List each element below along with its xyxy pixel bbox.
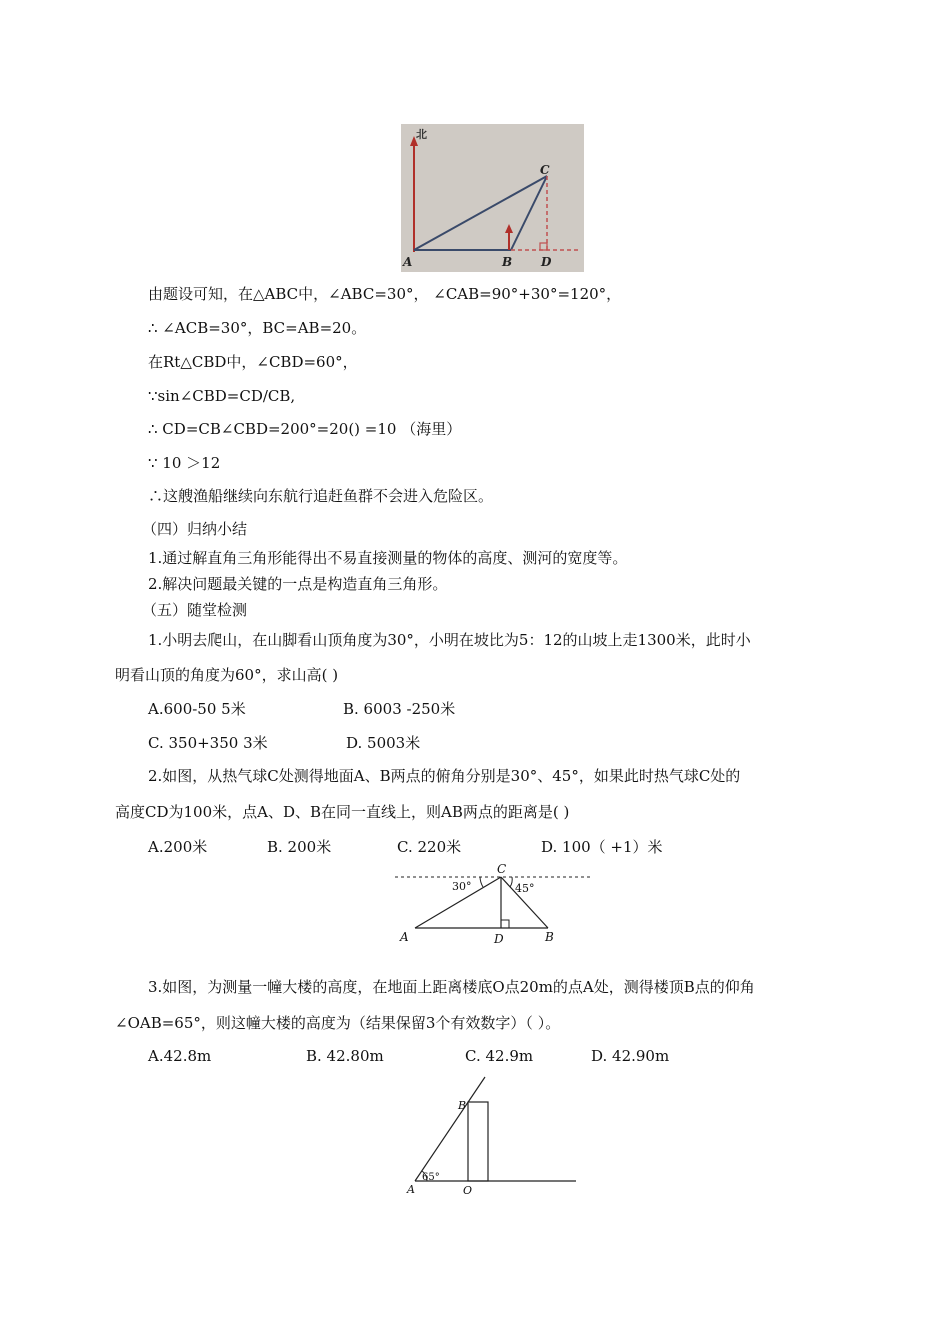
solution-line-7: ∴这艘渔船继续向东航行追赶鱼群不会进入危险区。	[148, 487, 494, 505]
point-b-label: B	[502, 255, 513, 269]
point-c-label: C	[497, 862, 507, 876]
test-heading: （五）随堂检测	[142, 601, 248, 619]
question-1-option-a: A.600-50 5米	[148, 700, 246, 718]
question-1-line-2: 明看山顶的角度为60°，求山高( )	[115, 666, 339, 684]
solution-line-3: 在Rt△CBD中，∠CBD=60°，	[148, 353, 358, 371]
question-3-option-b: B. 42.80m	[306, 1047, 384, 1065]
point-d-label: D	[541, 255, 552, 269]
point-a-label: A	[400, 930, 409, 944]
question-2-option-d: D. 100（ +1）米	[541, 838, 663, 856]
angle-45-label: 45°	[515, 882, 535, 895]
figure-1-ship-diagram	[401, 124, 584, 272]
question-1-line-1: 1.小明去爬山，在山脚看山顶角度为30°，小明在坡比为5：12的山坡上走1300米，此时小	[148, 631, 751, 649]
point-b-label: B	[458, 1099, 467, 1112]
question-2-option-c: C. 220米	[397, 838, 462, 856]
question-2-line-1: 2.如图，从热气球C处测得地面A、B两点的俯角分别是30°、45°，如果此时热气球C处的	[148, 767, 741, 785]
question-3-option-d: D. 42.90m	[591, 1047, 670, 1065]
angle-arc-45	[510, 877, 512, 887]
question-1-option-b: B. 6003 -250米	[343, 700, 456, 718]
point-a-label: A	[403, 255, 413, 269]
figure-3-building-diagram	[400, 1073, 580, 1198]
solution-line-2: ∴ ∠ACB=30°，BC=AB=20。	[148, 319, 367, 337]
question-2-line-2: 高度CD为100米，点A、D、B在同一直线上，则AB两点的距离是( )	[115, 803, 570, 821]
summary-point-1: 1.通过解直角三角形能得出不易直接测量的物体的高度、测河的宽度等。	[148, 549, 628, 567]
question-3-option-a: A.42.8m	[148, 1047, 212, 1065]
solution-line-4: ∵sin∠CBD=CD/CB,	[148, 387, 296, 405]
question-3-option-c: C. 42.9m	[465, 1047, 534, 1065]
solution-line-5: ∴ CD=CB∠CBD=200°=20() =10 （海里）	[148, 420, 462, 438]
angle-30-label: 30°	[452, 880, 472, 893]
right-angle-mark	[501, 920, 509, 928]
point-c-label: C	[540, 163, 550, 177]
point-a-label: A	[407, 1183, 415, 1196]
point-d-label: D	[494, 932, 504, 946]
point-o-label: O	[463, 1184, 473, 1197]
summary-point-2: 2.解决问题最关键的一点是构造直角三角形。	[148, 575, 448, 593]
question-3-line-1: 3.如图，为测量一幢大楼的高度，在地面上距离楼底O点20m的点A处，测得楼顶B点的仰角	[148, 978, 755, 996]
solution-line-1: 由题设可知，在△ABC中，∠ABC=30°， ∠CAB=90°+30°=120°，	[148, 285, 622, 303]
summary-heading: （四）归纳小结	[142, 520, 248, 538]
question-1-option-c: C. 350+350 3米	[148, 734, 268, 752]
question-2-option-b: B. 200米	[267, 838, 332, 856]
sight-line-ab	[415, 1077, 485, 1181]
question-3-line-2: ∠OAB=65°，则这幢大楼的高度为（结果保留3个有效数字）（ ）。	[115, 1014, 561, 1032]
question-2-option-a: A.200米	[148, 838, 208, 856]
angle-arc-30	[480, 877, 483, 887]
angle-65-label: 65°	[422, 1172, 440, 1183]
building-rect	[468, 1102, 488, 1181]
north-label: 北	[416, 128, 427, 141]
solution-line-6: ∵ 10 ＞12	[148, 454, 221, 472]
figure-2-balloon-diagram	[390, 860, 595, 948]
question-1-option-d: D. 5003米	[346, 734, 421, 752]
point-b-label: B	[545, 930, 554, 944]
